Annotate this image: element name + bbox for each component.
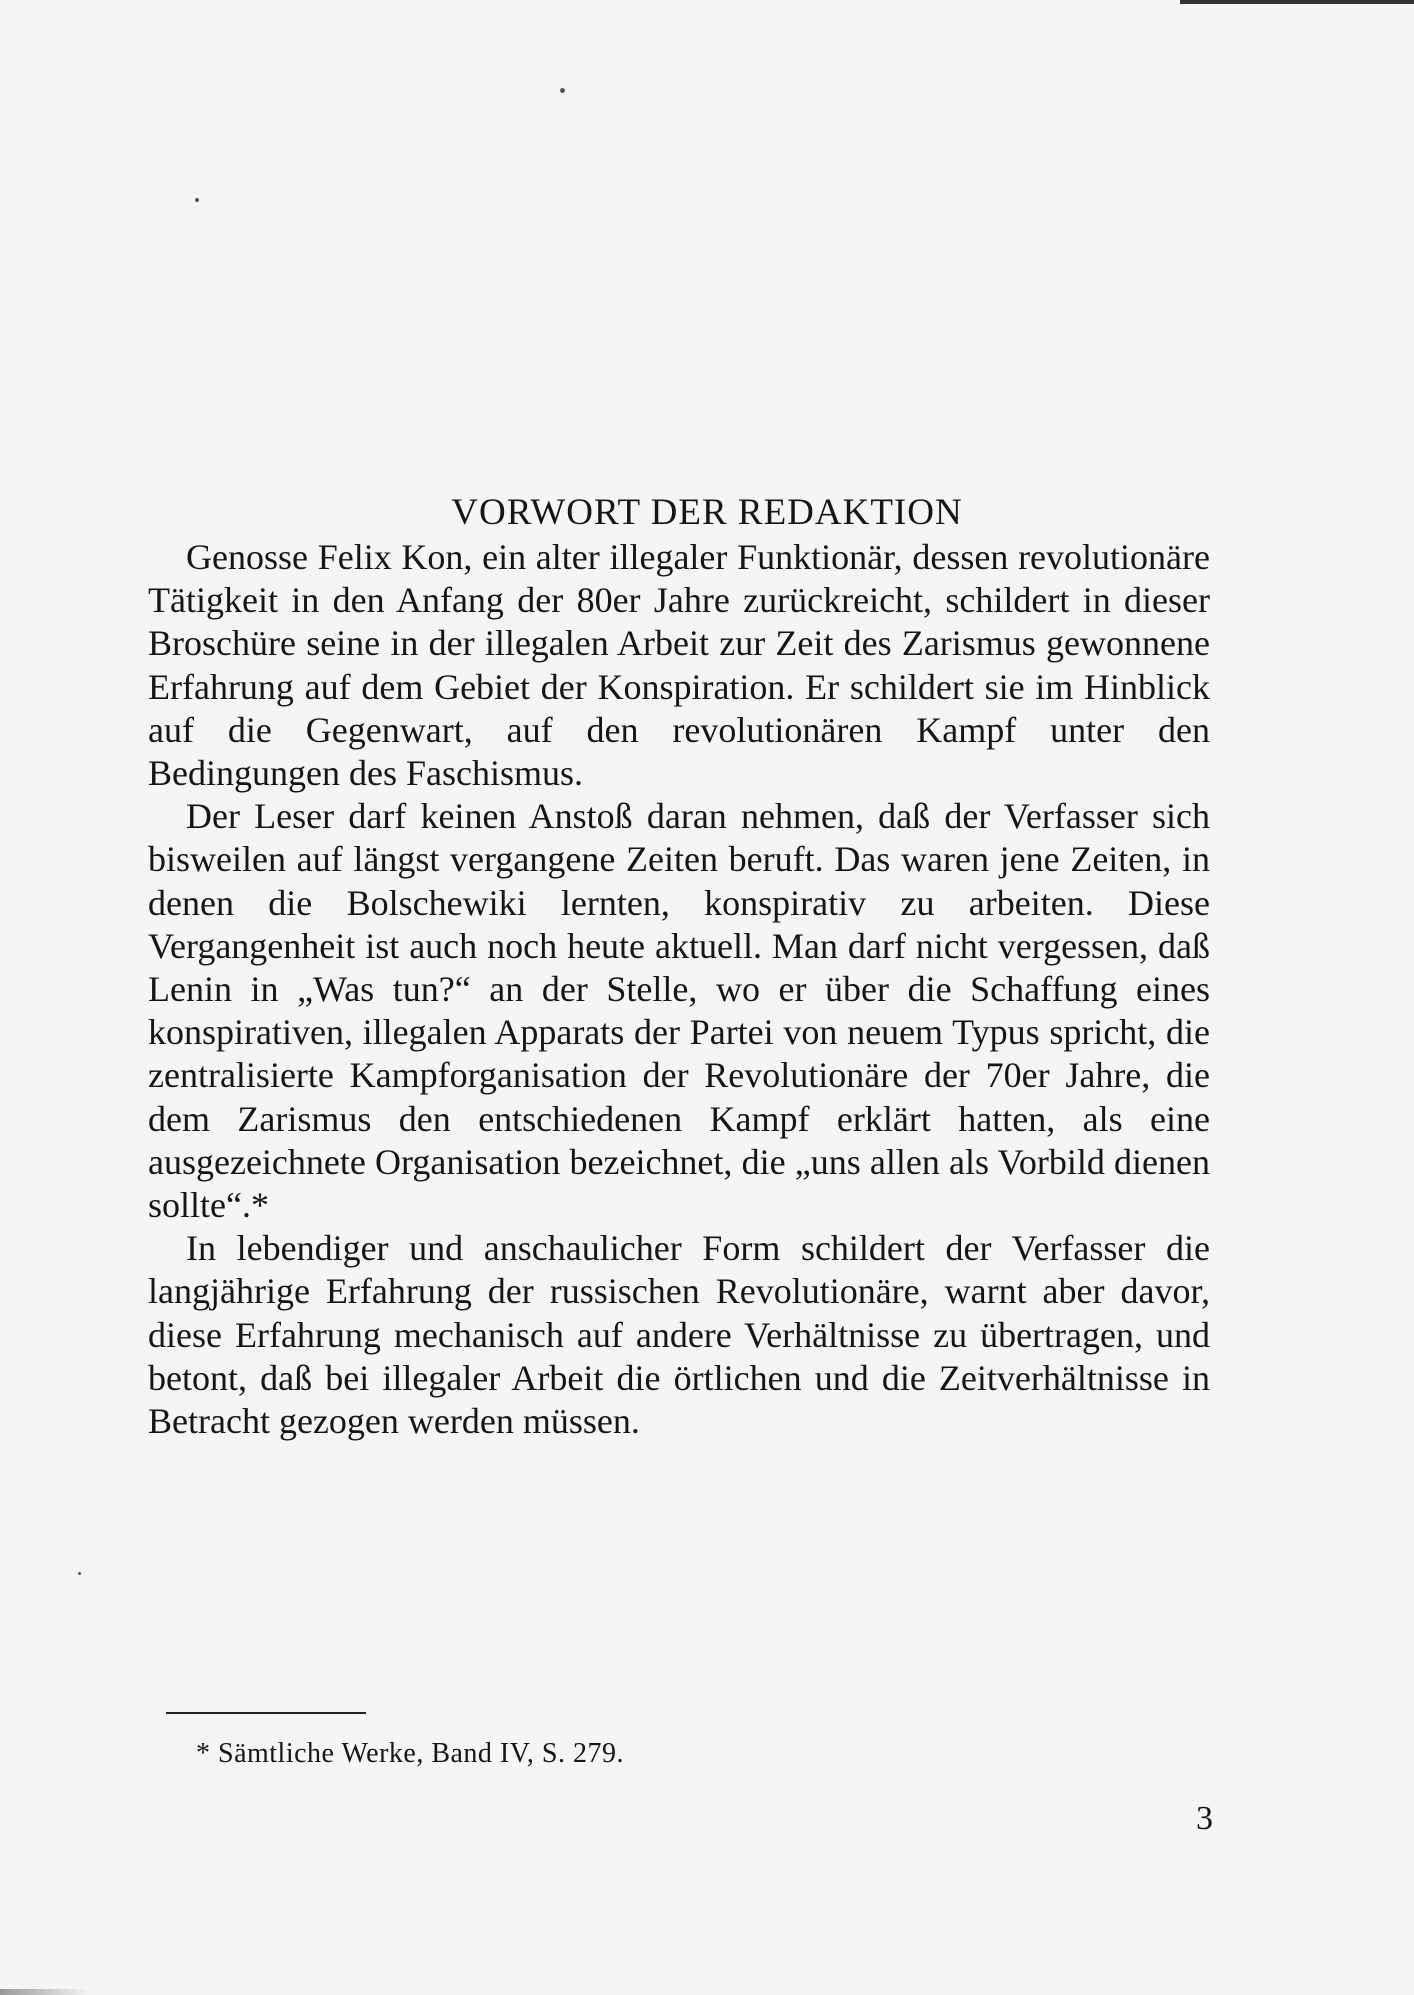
scan-speck: [195, 198, 199, 202]
paragraph-2: Der Leser darf keinen Anstoß daran nehmen, daß der Verfasser sich bisweilen auf längst vergangene Zeiten beruft. Das waren jene Zeiten, in denen die Bolschewiki lernten, konspirativ zu arbeiten. Diese Vergangenheit ist auch noch heute aktuell. Man darf nicht vergessen, daß Lenin in „Was tun?“ an der Stelle, wo er über die Schaffung eines konspirativen, illegalen Apparats der Partei von neuem Typus spricht, die zentralisierte Kampforganisation der Revolutionäre der 70er Jahre, die dem Zarismus den entschiedenen Kampf erklärt hatten, als eine ausgezeichnete Organisation bezeichnet, die „uns allen als Vorbild dienen sollte“.*: [148, 796, 1210, 1226]
footnote: * Sämtliche Werke, Band IV, S. 279.: [196, 1738, 624, 1769]
page-heading: VORWORT DER REDAKTION: [451, 491, 963, 533]
paragraph-1: Genosse Felix Kon, ein alter illegaler Funktionär, dessen revolutionäre Tätigkeit in den Anfang der 80er Jahre zurückreicht, schildert in dieser Broschüre seine in der illegalen Arbeit zur Zeit des Zarismus gewonnene Erfahrung auf dem Gebiet der Konspiration. Er schildert sie im Hinblick auf die Gegenwart, auf den revolutionären Kampf unter den Bedingungen des Faschismus.: [148, 537, 1210, 794]
scan-edge-top: [1180, 0, 1414, 4]
footnote-divider: [166, 1712, 366, 1714]
scan-speck: [78, 1572, 81, 1575]
body-text: [148, 536, 1210, 1443]
scan-speck: [560, 88, 565, 93]
paragraph-3: In lebendiger und anschaulicher Form schildert der Verfasser die langjährige Erfahrung der russischen Revolutionäre, warnt aber davor, diese Erfahrung mechanisch auf andere Verhältnisse zu übertragen, und betont, daß bei illegaler Arbeit die örtlichen und die Zeitverhältnisse in Betracht gezogen werden müssen.: [148, 1228, 1210, 1442]
scan-edge-bottom: [0, 1989, 90, 1995]
page-number: 3: [1196, 1800, 1213, 1837]
